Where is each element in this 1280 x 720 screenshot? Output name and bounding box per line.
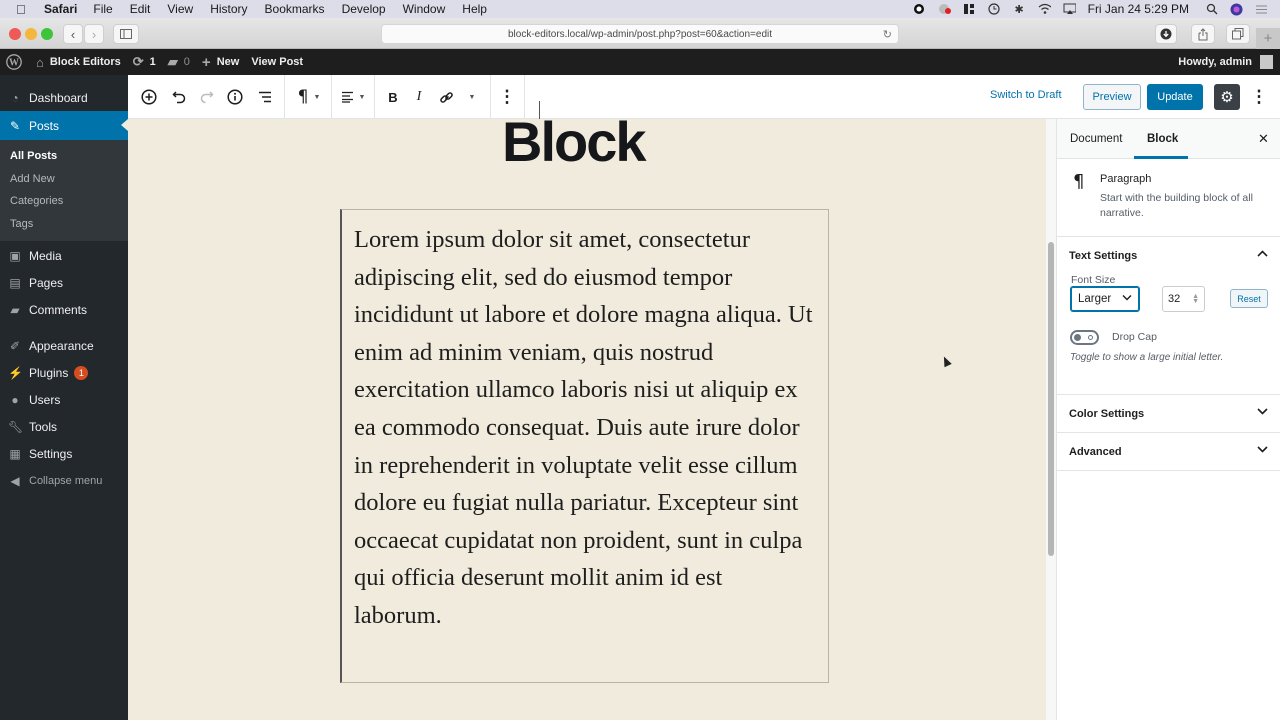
toolbar-divider	[374, 75, 375, 119]
chevron-up-icon	[1257, 249, 1268, 260]
creative-cloud-icon[interactable]	[938, 3, 951, 16]
more-tools-button[interactable]	[1252, 85, 1266, 109]
collapse-menu-button[interactable]: ◀ Collapse menu	[0, 467, 128, 494]
avatar	[1260, 55, 1273, 69]
align-button[interactable]	[339, 85, 367, 109]
block-card-title: Paragraph	[1100, 173, 1152, 185]
block-more-options-button[interactable]: ⋮	[498, 87, 516, 106]
font-size-label: Font Size	[1071, 274, 1116, 286]
submenu-categories[interactable]: Categories	[10, 195, 64, 207]
caret-down-icon: ▼	[358, 93, 366, 101]
sidebar-tabs	[1057, 119, 1280, 159]
text-caret	[539, 101, 540, 119]
editor-canvas	[128, 119, 1046, 720]
spotlight-icon[interactable]	[1205, 3, 1218, 16]
reset-font-size-button[interactable]: Reset	[1230, 289, 1268, 308]
link-button[interactable]	[437, 85, 455, 109]
chevron-down-icon	[1122, 293, 1132, 303]
plugins-update-badge: 1	[74, 366, 88, 380]
text-settings-panel	[1057, 237, 1280, 395]
new-tab-button[interactable]: +	[1256, 28, 1280, 49]
post-title[interactable]: Block	[502, 119, 645, 173]
airplay-icon[interactable]	[1063, 3, 1076, 16]
paragraph-text[interactable]: Lorem ipsum dolor sit amet, consectetur adipiscing elit, sed do eiusmod tempor incididunt ut labore et dolore magna aliqua. Ut enim ad minim veniam, quis nostrud exercitation ullamco laboris nisi ut aliquip ex ea commodo consequat. Duis aute irure dolor in reprehenderit in voluptate velit esse cillum dolore eu fugiat nulla pariatur. Excepteur sint occaecat cupidatat non proident, sunt in culpa qui officia deserunt mollit anim id est laborum.	[354, 226, 813, 629]
paragraph-icon: ¶	[1073, 171, 1085, 192]
settings-sidebar	[1056, 119, 1280, 720]
tab-document[interactable]: Document	[1070, 133, 1123, 145]
paintbrush-icon: ✐	[9, 338, 21, 353]
safari-toolbar	[0, 18, 1280, 49]
downloads-button[interactable]	[1155, 24, 1177, 44]
drop-cap-label: Drop Cap	[1112, 331, 1157, 343]
toolbar-divider	[331, 75, 332, 119]
tabs-overview-button[interactable]	[1226, 24, 1250, 44]
color-settings-panel	[1057, 395, 1280, 433]
font-size-input[interactable]: 32 ▲ ▼	[1162, 286, 1205, 312]
comments-icon: ▰	[10, 302, 20, 317]
record-icon[interactable]	[913, 3, 926, 16]
fullscreen-window-button[interactable]	[41, 28, 53, 40]
reload-icon[interactable]: ↻	[882, 29, 892, 41]
sidebar-item-media[interactable]: ▣ Media	[9, 248, 62, 263]
menu-history[interactable]: History	[210, 2, 248, 16]
wp-logo-icon[interactable]	[6, 54, 22, 70]
update-button[interactable]: Update	[1147, 84, 1203, 110]
drop-cap-toggle[interactable]	[1070, 330, 1099, 345]
sidebar-toggle-button[interactable]	[113, 24, 139, 44]
block-type-switcher[interactable]	[294, 85, 324, 109]
forward-button[interactable]: ›	[84, 24, 104, 44]
time-machine-icon[interactable]	[988, 3, 1001, 16]
submenu-tags[interactable]: Tags	[10, 217, 34, 230]
sidebar-item-appearance[interactable]: ✐ Appearance	[9, 338, 94, 353]
address-bar[interactable]	[381, 24, 899, 44]
bold-button[interactable]: B	[388, 89, 398, 105]
collapse-icon: ◀	[10, 473, 20, 488]
media-icon: ▣	[9, 248, 21, 263]
editor-toolbar	[128, 75, 1280, 119]
advanced-toggle[interactable]: Advanced	[1057, 433, 1280, 470]
bluetooth-icon[interactable]: ✱	[1014, 3, 1024, 16]
advanced-panel	[1057, 433, 1280, 471]
undo-button[interactable]	[170, 85, 188, 109]
apple-icon[interactable]	[16, 2, 30, 17]
notification-center-icon[interactable]	[1255, 3, 1268, 16]
clock[interactable]: Fri Jan 24 5:29 PM	[1087, 2, 1189, 16]
menu-window[interactable]: Window	[402, 2, 446, 16]
comment-icon: ▰	[167, 54, 178, 69]
share-button[interactable]	[1191, 24, 1215, 44]
menu-edit[interactable]: Edit	[129, 2, 151, 16]
caret-down-icon: ▼	[468, 93, 476, 101]
new-content-link[interactable]: + New	[201, 53, 240, 71]
comments-link[interactable]: ▰ 0	[167, 54, 190, 69]
account-menu[interactable]: Howdy, admin	[1178, 55, 1273, 69]
menu-help[interactable]: Help	[462, 2, 487, 16]
url-text: block-editors.local/wp-admin/post.php?post=60&action=edit	[507, 28, 773, 40]
sidebar-item-pages[interactable]: ▤ Pages	[9, 275, 64, 290]
toggle-knob	[1074, 334, 1081, 341]
toolbar-divider	[524, 75, 525, 119]
sidebar-item-posts[interactable]: ✎ Posts	[0, 111, 128, 140]
redo-button[interactable]	[198, 85, 216, 109]
sidebar-item-comments[interactable]: ▰ Comments	[0, 296, 128, 323]
canvas-scrollbar-thumb[interactable]	[1048, 242, 1054, 556]
toolbar-divider	[490, 75, 491, 119]
chevron-down-icon	[1257, 445, 1268, 456]
gear-icon: ⚙	[1220, 89, 1234, 106]
view-post-link[interactable]: View Post	[251, 56, 304, 68]
back-button[interactable]: ‹	[63, 24, 83, 44]
plus-icon: +	[201, 53, 211, 71]
sidebar-item-dashboard[interactable]: ◔ Dashboard	[0, 84, 128, 111]
wp-admin-bar	[0, 49, 1280, 75]
pages-icon: ▤	[9, 275, 21, 290]
drop-cap-help: Toggle to show a large initial letter.	[1070, 352, 1224, 363]
dashboard-icon: ◔	[11, 90, 19, 105]
block-navigation-button[interactable]	[256, 85, 274, 109]
switch-to-draft-button[interactable]: Switch to Draft	[990, 89, 1062, 101]
block-card-description: Start with the building block of all narrative.	[1100, 192, 1253, 219]
color-settings-toggle[interactable]: Color Settings	[1057, 395, 1280, 432]
menu-develop[interactable]: Develop	[341, 2, 386, 16]
wrench-icon: 🔧︎	[8, 419, 24, 434]
sidebar-item-settings[interactable]: ▦ Settings	[9, 446, 73, 461]
info-button[interactable]	[226, 85, 244, 109]
user-icon: ●	[11, 392, 19, 407]
caret-down-icon: ▼	[313, 93, 321, 101]
block-card	[1057, 159, 1280, 237]
menu-file[interactable]: File	[93, 2, 113, 16]
close-window-button[interactable]	[9, 28, 21, 40]
add-block-button[interactable]	[140, 85, 158, 109]
toolbar-divider	[284, 75, 285, 119]
updates-icon: ⟳	[132, 54, 144, 69]
menu-safari[interactable]: Safari	[44, 2, 78, 16]
bartender-icon[interactable]	[963, 3, 976, 16]
stepper-icon[interactable]: ▲ ▼	[1192, 293, 1199, 305]
settings-icon: ▦	[9, 446, 21, 461]
vertical-ellipsis-icon: ⋮	[1250, 87, 1268, 106]
siri-icon[interactable]	[1230, 3, 1243, 16]
more-formats-button[interactable]	[465, 85, 479, 109]
preview-button[interactable]: Preview	[1083, 84, 1141, 110]
chevron-down-icon	[1257, 407, 1268, 418]
settings-toggle-button[interactable]	[1214, 84, 1240, 110]
sidebar-item-users[interactable]: ● Users	[0, 386, 128, 413]
paragraph-icon: ¶	[297, 87, 309, 107]
toggle-off-indicator	[1088, 335, 1093, 340]
submenu-add-new[interactable]: Add New	[10, 172, 55, 185]
svg-text:W: W	[9, 57, 19, 69]
macos-menubar	[0, 0, 1280, 18]
close-sidebar-icon[interactable]: ✕	[1258, 131, 1269, 146]
text-settings-body	[1057, 274, 1280, 394]
home-icon: ⌂	[36, 54, 44, 70]
plug-icon: ⚡	[8, 365, 23, 380]
admin-menu	[0, 75, 128, 720]
paragraph-block[interactable]	[340, 209, 829, 683]
sidebar-item-tools[interactable]: 🔧︎ Tools	[8, 419, 58, 434]
tab-block[interactable]: Block	[1147, 133, 1179, 145]
submenu-all-posts[interactable]: All Posts	[10, 150, 58, 162]
menu-view[interactable]: View	[167, 2, 194, 16]
text-settings-toggle[interactable]: Text Settings	[1057, 237, 1280, 274]
pin-icon: ✎	[9, 118, 21, 133]
italic-button[interactable]: I	[416, 89, 422, 104]
font-size-select[interactable]: Larger	[1070, 286, 1140, 312]
wifi-icon[interactable]	[1038, 3, 1051, 16]
updates-link[interactable]: ⟳ 1	[132, 54, 156, 69]
sidebar-item-plugins[interactable]: ⚡ Plugins 1	[0, 359, 128, 386]
site-name-link[interactable]: ⌂ Block Editors	[36, 54, 121, 70]
menu-bookmarks[interactable]: Bookmarks	[264, 2, 325, 16]
posts-submenu	[0, 140, 128, 241]
minimize-window-button[interactable]	[25, 28, 37, 40]
